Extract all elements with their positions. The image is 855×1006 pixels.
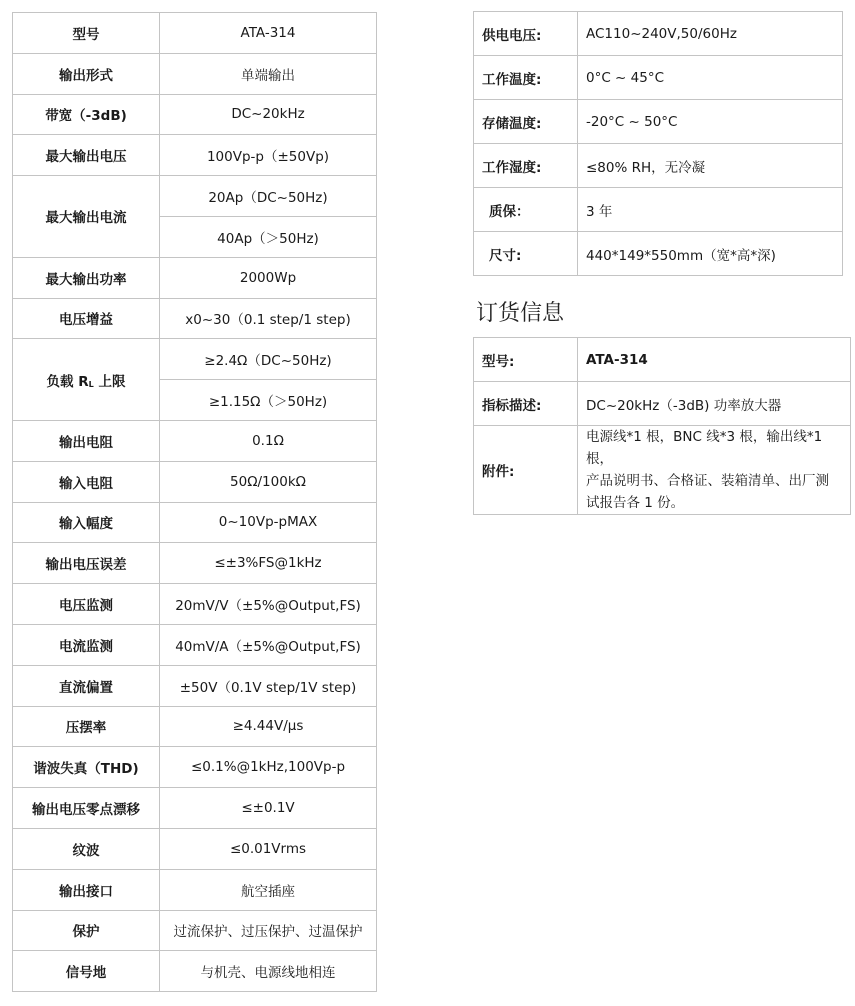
spec-label: 压摆率 <box>13 706 160 747</box>
table-row <box>13 788 377 829</box>
table-row <box>13 13 377 54</box>
table-row <box>13 665 377 706</box>
spec-value: 航空插座 <box>160 869 377 910</box>
spec-value: 2000Wp <box>160 257 377 298</box>
table-row <box>13 828 377 869</box>
table-row <box>474 426 851 515</box>
spec-label: 输入幅度 <box>13 502 160 543</box>
table-row <box>13 502 377 543</box>
spec-value: ≤±3%FS@1kHz <box>160 543 377 584</box>
spec-label: 输出电阻 <box>13 420 160 461</box>
table-row <box>474 382 851 426</box>
spec-value: 20Ap（DC~50Hz) <box>160 176 377 217</box>
env-value: -20°C ~ 50°C <box>578 100 843 144</box>
env-value: 440*149*550mm（宽*高*深) <box>578 232 843 276</box>
spec-label: 输出形式 <box>13 53 160 94</box>
spec-value: ±50V（0.1V step/1V step) <box>160 665 377 706</box>
spec-value: ≤0.1%@1kHz,100Vp-p <box>160 747 377 788</box>
spec-value: ATA-314 <box>160 13 377 54</box>
spec-value: 过流保护、过压保护、过温保护 <box>160 910 377 951</box>
table-row <box>13 543 377 584</box>
label-prefix: 负载 R <box>46 373 89 390</box>
order-value: DC~20kHz（-3dB) 功率放大器 <box>578 382 851 426</box>
table-row <box>13 135 377 176</box>
env-label: 工作温度: <box>474 56 578 100</box>
order-info-table <box>473 337 851 515</box>
table-row <box>13 257 377 298</box>
spec-value: ≥4.44V/μs <box>160 706 377 747</box>
table-row <box>13 53 377 94</box>
spec-label: 电流监测 <box>13 624 160 665</box>
spec-label: 最大输出电流 <box>13 176 160 258</box>
spec-value: DC~20kHz <box>160 94 377 135</box>
env-label: 质保： <box>474 188 578 232</box>
table-row <box>13 584 377 625</box>
table-row <box>474 12 843 56</box>
table-row <box>474 338 851 382</box>
spec-value: 单端输出 <box>160 53 377 94</box>
table-row <box>13 910 377 951</box>
spec-value: 0~10Vp-pMAX <box>160 502 377 543</box>
spec-label: 保护 <box>13 910 160 951</box>
label-subscript: L <box>88 379 94 389</box>
spec-value: 20mV/V（±5%@Output,FS) <box>160 584 377 625</box>
table-row <box>474 56 843 100</box>
spec-label: 直流偏置 <box>13 665 160 706</box>
env-value: AC110~240V,50/60Hz <box>578 12 843 56</box>
table-row <box>474 144 843 188</box>
order-label: 型号: <box>474 338 578 382</box>
table-row <box>474 232 843 276</box>
spec-label: 最大输出功率 <box>13 257 160 298</box>
accessory-line: 产品说明书、合格证、装箱清单、出厂测 <box>586 473 829 489</box>
spec-value: 40Ap（＞50Hz) <box>160 216 377 257</box>
env-label: 供电电压: <box>474 12 578 56</box>
environment-table <box>473 11 843 276</box>
spec-label: 输出接口 <box>13 869 160 910</box>
table-row <box>13 869 377 910</box>
spec-label: 带宽（-3dB) <box>13 94 160 135</box>
accessory-line: 试报告各 1 份。 <box>586 495 685 511</box>
spec-value: 50Ω/100kΩ <box>160 461 377 502</box>
order-value <box>578 426 851 515</box>
order-label: 指标描述: <box>474 382 578 426</box>
env-value: 0°C ~ 45°C <box>578 56 843 100</box>
spec-value: 40mV/A（±5%@Output,FS) <box>160 624 377 665</box>
spec-value: ≤±0.1V <box>160 788 377 829</box>
order-label: 附件: <box>474 426 578 515</box>
spec-value: x0~30（0.1 step/1 step) <box>160 298 377 339</box>
env-value: 3 年 <box>578 188 843 232</box>
table-row <box>474 100 843 144</box>
spec-value: 100Vp-p（±50Vp) <box>160 135 377 176</box>
spec-label: 谐波失真（THD) <box>13 747 160 788</box>
spec-label <box>13 339 160 421</box>
spec-label: 纹波 <box>13 828 160 869</box>
table-row <box>474 188 843 232</box>
env-label: 工作湿度: <box>474 144 578 188</box>
spec-table <box>12 12 377 992</box>
spec-label: 输出电压误差 <box>13 543 160 584</box>
table-row <box>13 706 377 747</box>
table-row <box>13 176 377 217</box>
spec-label: 最大输出电压 <box>13 135 160 176</box>
table-row <box>13 298 377 339</box>
env-label: 尺寸: <box>474 232 578 276</box>
order-info-heading: 订货信息 <box>476 301 565 326</box>
spec-value: 0.1Ω <box>160 420 377 461</box>
table-row <box>13 339 377 380</box>
spec-label: 输出电压零点漂移 <box>13 788 160 829</box>
table-row <box>13 951 377 992</box>
spec-label: 电压增益 <box>13 298 160 339</box>
order-value: ATA-314 <box>578 338 851 382</box>
spec-value: ≥1.15Ω（＞50Hz) <box>160 380 377 421</box>
table-row <box>13 461 377 502</box>
spec-label: 信号地 <box>13 951 160 992</box>
table-row <box>13 94 377 135</box>
spec-value: 与机壳、电源线地相连 <box>160 951 377 992</box>
table-row <box>13 624 377 665</box>
label-suffix: 上限 <box>93 373 126 390</box>
env-label: 存储温度: <box>474 100 578 144</box>
env-value: ≤80% RH，无冷凝 <box>578 144 843 188</box>
spec-value: ≥2.4Ω（DC~50Hz) <box>160 339 377 380</box>
table-row <box>13 420 377 461</box>
spec-value: ≤0.01Vrms <box>160 828 377 869</box>
accessory-line: 电源线*1 根，BNC 线*3 根，输出线*1 根， <box>586 429 823 467</box>
spec-label: 输入电阻 <box>13 461 160 502</box>
table-row <box>13 747 377 788</box>
spec-label: 电压监测 <box>13 584 160 625</box>
spec-label: 型号 <box>13 13 160 54</box>
